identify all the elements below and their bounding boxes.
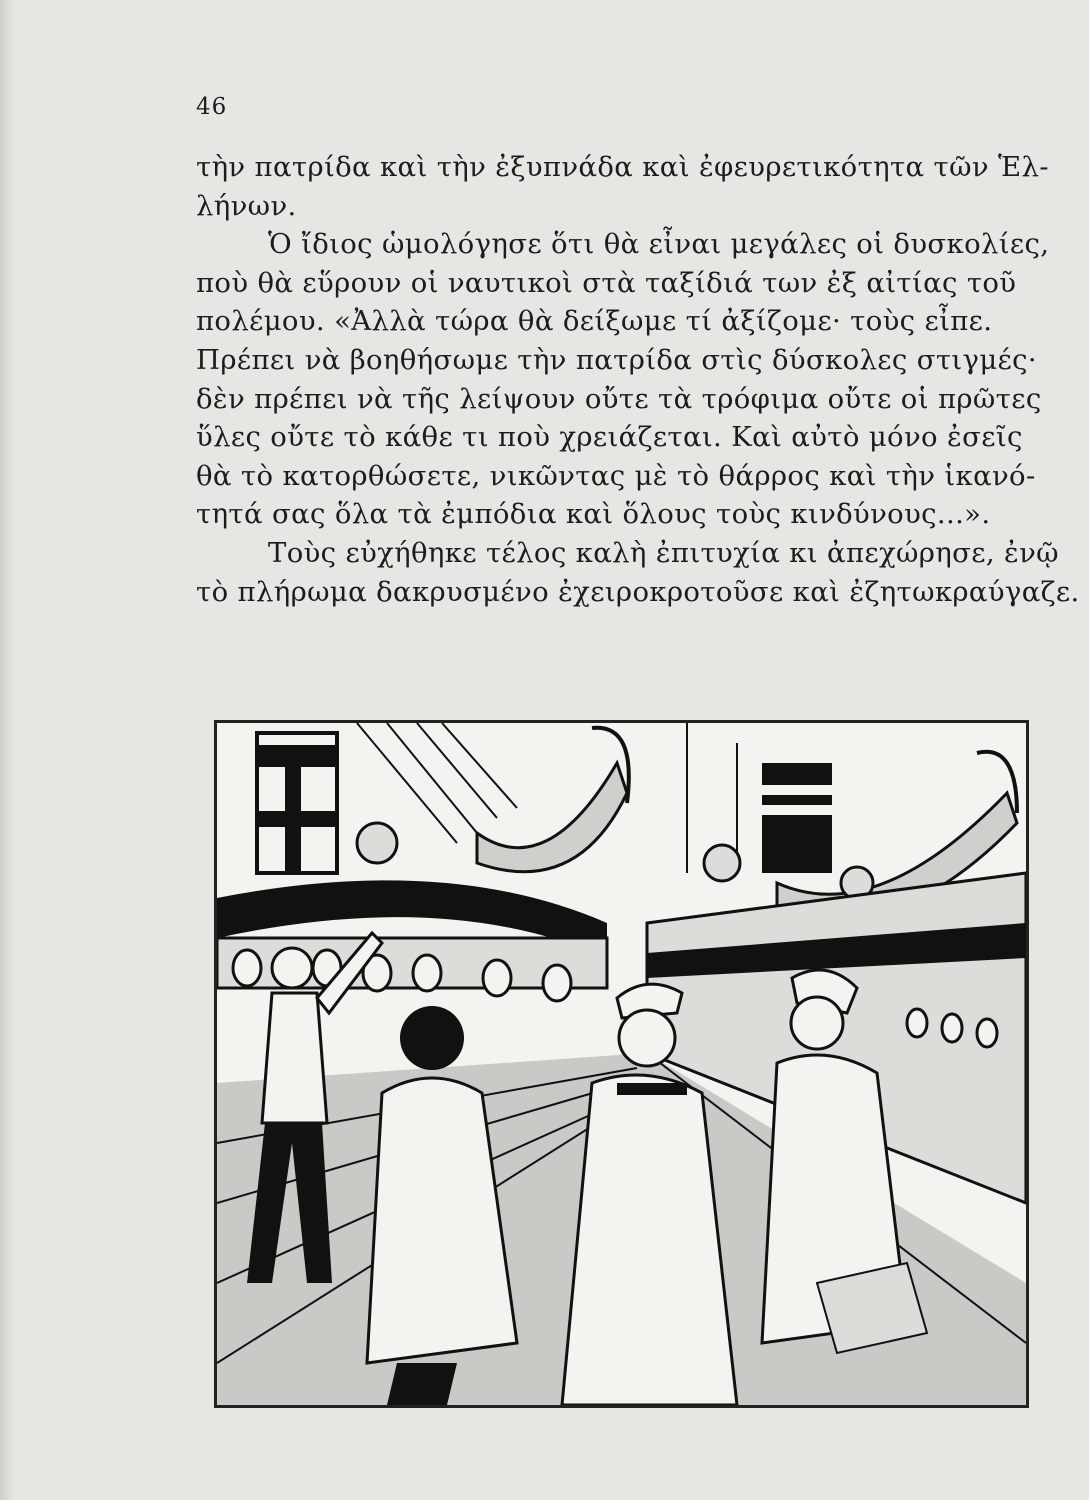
text-line: τὸ πλήρωμα δακρυσμένο ἐχειροκροτοῦσε καὶ ἐζητωκραύγαζε.	[196, 575, 1080, 608]
text-line: ὕλες οὔτε τὸ κάθε τι ποὺ χρειάζεται. Καὶ αὐτὸ μόνο ἐσεῖς	[196, 421, 1023, 454]
body-text	[196, 148, 1080, 611]
text-line: Ὁ ἴδιος ὡμολόγησε ὅτι θὰ εἶναι μεγάλες οἱ δυσκολίες,	[268, 228, 1050, 261]
left-funnel	[257, 733, 337, 873]
text-line: τὴν πατρίδα καὶ τὴν ἐξυπνάδα καὶ ἐφευρετικότητα τῶν Ἑλ-	[196, 151, 1049, 183]
right-funnel	[762, 763, 832, 873]
text-line: δὲν πρέπει νὰ τῆς λείψουν οὔτε τὰ τρόφιμα οὔτε οἱ πρῶτες	[196, 382, 1042, 415]
ship-deck-sailors-illustration	[214, 720, 1029, 1408]
ship-deck-drawing	[217, 723, 1026, 1405]
page-number: 46	[196, 94, 228, 120]
text-line: πολέμου. «Ἀλλὰ τώρα θὰ δείξωμε τί ἀξίζομε· τοὺς εἶπε.	[196, 305, 993, 338]
page-gutter-shadow	[0, 0, 14, 1500]
text-line: Τοὺς εὐχήθηκε τέλος καλὴ ἐπιτυχία κι ἀπεχώρησε, ἐνῷ	[268, 536, 1059, 569]
text-line: θὰ τὸ κατορθώσετε, νικῶντας μὲ τὸ θάρρος καὶ τὴν ἱκανό-	[196, 459, 1036, 492]
text-line: ποὺ θὰ εὕρουν οἱ ναυτικοὶ στὰ ταξίδιά των ἐξ αἰτίας τοῦ	[196, 266, 1017, 299]
text-line: Πρέπει νὰ βοηθήσωμε τὴν πατρίδα στὶς δύσκολες στιγμές·	[196, 343, 1037, 376]
text-line: τητά σας ὅλα τὰ ἐμπόδια καὶ ὅλους τοὺς κινδύνους...».	[196, 498, 991, 531]
text-line: λήνων.	[196, 189, 297, 222]
